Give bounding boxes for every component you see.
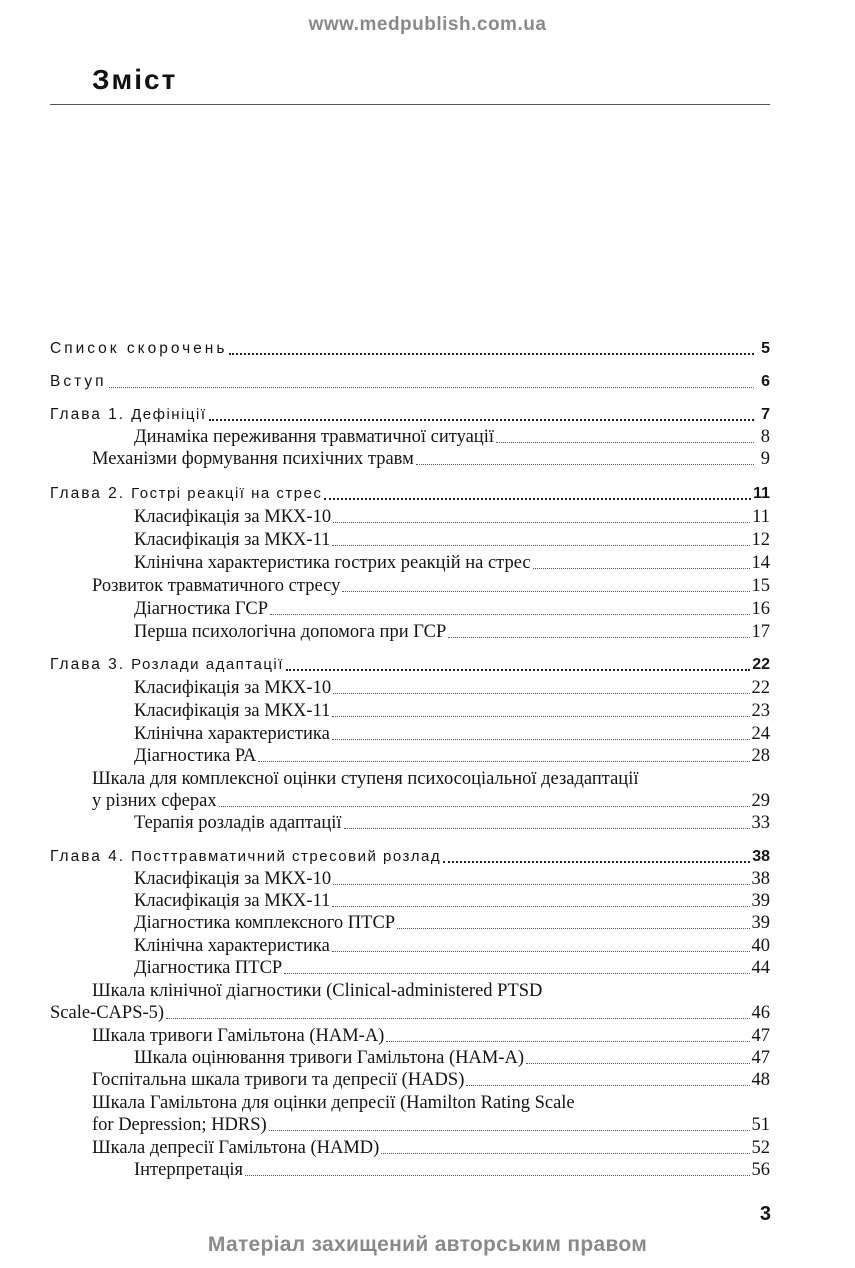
toc-entry[interactable]	[50, 957, 770, 979]
toc-page-number: 24	[751, 724, 770, 744]
dot-leader	[344, 820, 750, 829]
toc-entry-title-line1[interactable]: Шкала для комплексної оцінки ступеня психосоціальної дезадаптації	[92, 769, 639, 789]
dot-leader	[397, 920, 749, 929]
toc-entry-title-line1[interactable]: Шкала клінічної діагностики (Clinical-administered PTSD	[92, 981, 543, 1001]
toc-page-number: 48	[751, 1070, 770, 1090]
toc-entry[interactable]	[50, 1114, 770, 1136]
toc-page-number: 12	[751, 530, 770, 550]
toc-entry[interactable]	[50, 598, 770, 620]
toc-entry-title-line2: у різних сферах	[92, 791, 217, 811]
page-number: 3	[759, 1203, 771, 1225]
dot-leader	[466, 1077, 749, 1086]
toc-page-number: 7	[761, 406, 770, 423]
toc-page-number: 15	[751, 576, 770, 596]
toc-entry-title: Класифікація за МКХ-10	[134, 869, 332, 889]
website-header: www.medpublish.com.ua	[308, 14, 547, 35]
toc-page-number: 38	[752, 848, 770, 865]
dot-leader	[416, 456, 754, 465]
toc-page-number: 44	[751, 958, 770, 978]
toc-entry[interactable]	[50, 912, 770, 934]
toc-entry-title: Класифікація за МКХ-10	[134, 678, 332, 698]
dot-leader	[324, 490, 751, 500]
dot-leader	[286, 661, 750, 671]
toc-chapter-4[interactable]	[50, 846, 770, 868]
dot-leader	[332, 898, 749, 907]
toc-entry[interactable]	[50, 448, 770, 470]
toc-entry-title-line2: for Depression; HDRS)	[92, 1115, 267, 1135]
toc-entry-intro[interactable]	[50, 371, 770, 393]
toc-page-number: 28	[751, 746, 770, 766]
toc-entry-title: Госпітальна шкала тривоги та депресії (HADS)	[92, 1070, 465, 1090]
toc-entry[interactable]	[50, 890, 770, 912]
toc-entry[interactable]	[50, 790, 770, 812]
toc-page-number: 47	[751, 1048, 770, 1068]
dot-leader	[166, 1010, 749, 1019]
toc-entry-title: Шкала тривоги Гамільтона (НАМ-А)	[92, 1026, 385, 1046]
dot-leader	[381, 1145, 749, 1154]
toc-entry-title: Діагностика РА	[134, 746, 257, 766]
toc-entry[interactable]	[50, 745, 770, 767]
dot-leader	[386, 1033, 749, 1042]
toc-entry[interactable]	[50, 1047, 770, 1069]
toc-entry[interactable]	[50, 575, 770, 597]
toc-entry[interactable]	[50, 426, 770, 448]
toc-entry[interactable]	[50, 552, 770, 574]
toc-entry-title-line2: Scale-CAPS-5)	[50, 1003, 165, 1023]
dot-leader	[332, 731, 750, 740]
toc-entry-title: Класифікація за МКХ-11	[134, 891, 331, 911]
title-divider	[50, 104, 770, 105]
chapter-label: Глава 2.	[50, 485, 126, 502]
toc-entry[interactable]	[50, 1069, 770, 1091]
chapter-title: Дефініції	[131, 406, 207, 423]
dot-leader	[443, 853, 750, 863]
dot-leader	[109, 379, 754, 388]
dot-leader	[258, 753, 749, 762]
toc-entry-title: Клінічна характеристика	[134, 936, 330, 956]
toc-entry-abbreviations[interactable]	[50, 338, 770, 360]
dot-leader	[245, 1167, 749, 1176]
dot-leader	[209, 411, 755, 421]
toc-page-number: 33	[751, 813, 770, 833]
toc-page-number: 39	[751, 913, 770, 933]
dot-leader	[533, 560, 750, 569]
toc-page-number: 52	[751, 1138, 770, 1158]
toc-entry-title: Класифікація за МКХ-10	[134, 507, 332, 527]
toc-entry-title: Клінічна характеристика гострих реакцій на стрес	[134, 553, 531, 573]
toc-page-number: 39	[751, 891, 770, 911]
toc-page-number: 22	[752, 656, 770, 673]
toc-page-number: 29	[751, 791, 770, 811]
dot-leader	[448, 629, 749, 638]
copyright-notice: Матеріал захищений авторським правом	[207, 1233, 648, 1256]
toc-page-number: 40	[751, 936, 770, 956]
toc-page-number: 23	[751, 701, 770, 721]
toc-entry-title: Терапія розладів адаптації	[134, 813, 342, 833]
toc-entry[interactable]	[50, 1025, 770, 1047]
toc-entry-title: Список скорочень	[50, 340, 228, 357]
dot-leader	[332, 943, 750, 952]
toc-page-number: 51	[751, 1115, 770, 1135]
chapter-title: Гострі реакції на стрес	[131, 485, 323, 502]
toc-page-number: 5	[761, 340, 770, 357]
toc-page-number: 17	[751, 622, 770, 642]
toc-entry[interactable]	[50, 935, 770, 957]
dot-leader	[332, 708, 749, 717]
toc-entry-title-line1[interactable]: Шкала Гамільтона для оцінки депресії (Hamilton Rating Scale	[92, 1093, 575, 1113]
dot-leader	[284, 965, 749, 974]
toc-entry-title: Шкала оцінювання тривоги Гамільтона (НАМ-А)	[134, 1048, 524, 1068]
toc-entry-title: Розвиток травматичного стресу	[92, 576, 341, 596]
toc-entry-title: Клінічна характеристика	[134, 724, 330, 744]
toc-page-number: 11	[753, 485, 770, 502]
chapter-title: Розлади адаптації	[131, 656, 284, 673]
dot-leader	[332, 537, 749, 546]
toc-entry[interactable]	[50, 621, 770, 643]
toc-page-number: 47	[751, 1026, 770, 1046]
dot-leader	[333, 514, 750, 523]
toc-entry[interactable]	[50, 677, 770, 699]
toc-entry-title: Діагностика ПТСР	[134, 958, 283, 978]
dot-leader	[526, 1055, 750, 1064]
toc-entry-title: Класифікація за МКХ-11	[134, 701, 331, 721]
page-title: Зміст	[92, 64, 178, 95]
toc-page-number: 6	[761, 373, 770, 390]
toc-entry-title: Шкала депресії Гамільтона (HAMD)	[92, 1138, 380, 1158]
chapter-label: Глава 3.	[50, 656, 126, 673]
toc-entry[interactable]	[50, 1002, 770, 1024]
toc-entry[interactable]	[50, 1159, 770, 1181]
toc-page-number: 46	[751, 1003, 770, 1023]
chapter-label: Глава 4.	[50, 848, 126, 865]
dot-leader	[270, 606, 750, 615]
toc-page-number: 38	[751, 869, 770, 889]
toc-page-number: 22	[751, 678, 770, 698]
toc-entry-title: Механізми формування психічних травм	[92, 449, 414, 469]
toc-entry-title: Перша психологічна допомога при ГСР	[134, 622, 447, 642]
toc-entry-title: Діагностика ГСР	[134, 599, 268, 619]
toc-entry[interactable]	[50, 812, 770, 834]
dot-leader	[229, 345, 754, 355]
toc-entry[interactable]	[50, 700, 770, 722]
toc-entry-title: Діагностика комплексного ПТСР	[134, 913, 396, 933]
toc-page-number: 14	[751, 553, 770, 573]
dot-leader	[342, 583, 749, 592]
dot-leader	[333, 876, 749, 885]
toc-page-number: 16	[751, 599, 770, 619]
toc-page-number: 8	[760, 427, 770, 447]
toc-page-number: 9	[760, 449, 770, 469]
toc-entry[interactable]	[50, 1137, 770, 1159]
toc-entry[interactable]	[50, 506, 770, 528]
dot-leader	[496, 434, 754, 443]
toc-page-number: 11	[752, 507, 770, 527]
toc-entry-title: Динаміка переживання травматичної ситуації	[134, 427, 494, 447]
dot-leader	[219, 798, 750, 807]
toc-entry[interactable]	[50, 868, 770, 890]
chapter-title: Посттравматичний стресовий розлад	[131, 848, 442, 865]
dot-leader	[269, 1122, 750, 1131]
toc-entry-title: Вступ	[50, 373, 107, 390]
toc-entry[interactable]	[50, 723, 770, 745]
toc-entry[interactable]	[50, 529, 770, 551]
toc-chapter-3[interactable]	[50, 654, 770, 676]
toc-entry-title: Класифікація за МКХ-11	[134, 530, 331, 550]
toc-entry-title: Інтерпретація	[134, 1160, 244, 1180]
chapter-label: Глава 1.	[50, 406, 126, 423]
toc-chapter-1[interactable]	[50, 404, 770, 426]
toc-page-number: 56	[751, 1160, 770, 1180]
toc-chapter-2[interactable]	[50, 483, 770, 505]
dot-leader	[333, 685, 749, 694]
